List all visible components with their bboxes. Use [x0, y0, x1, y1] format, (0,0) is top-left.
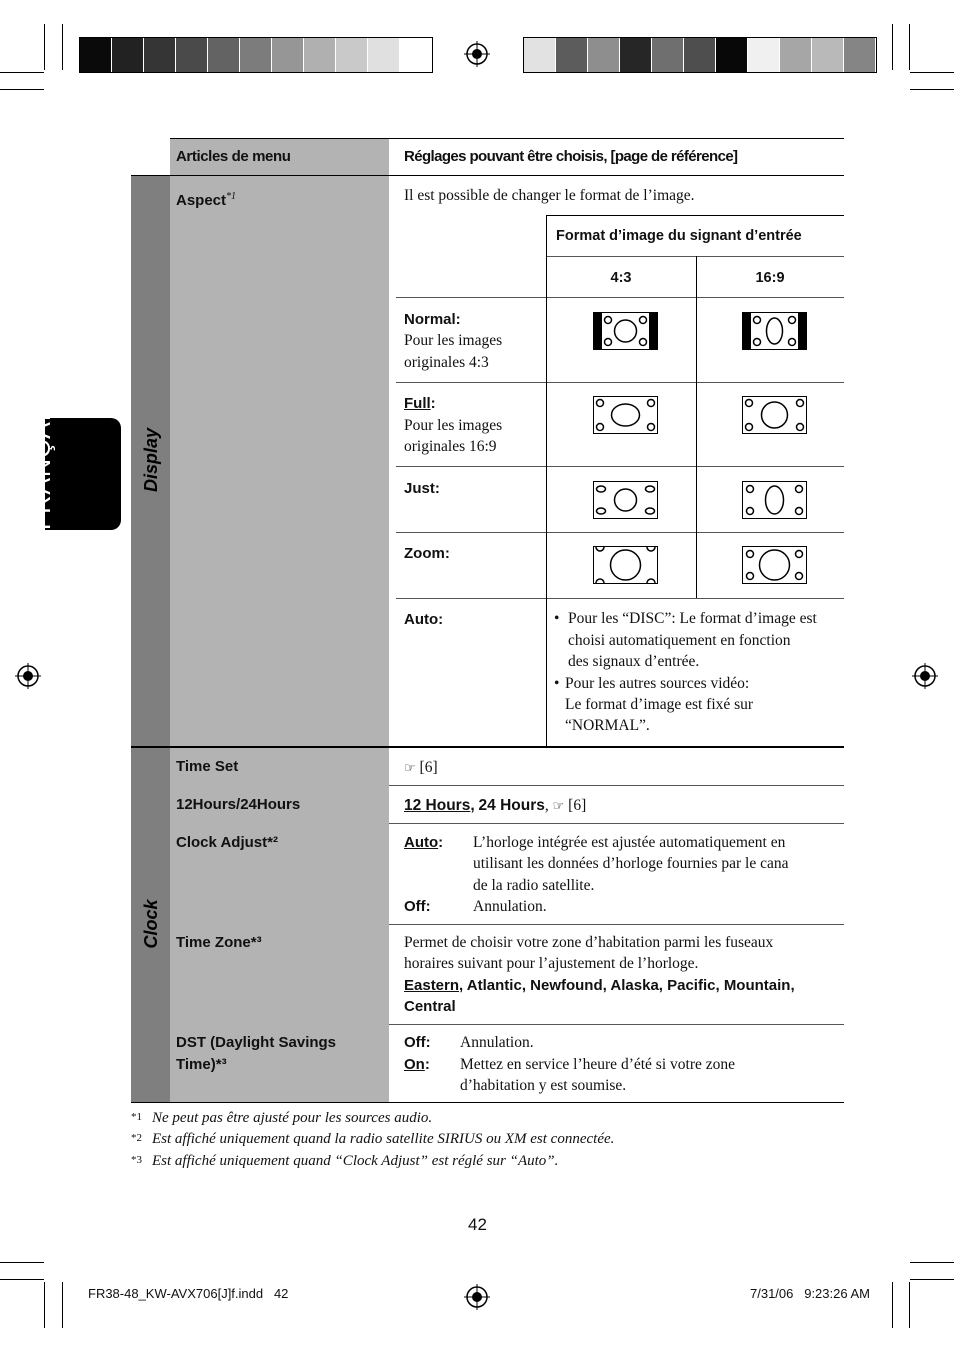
dst-item-line1: DST (Daylight Savings	[176, 1034, 337, 1051]
registration-mark-icon	[911, 662, 939, 690]
footnote-2: Est affiché uniquement quand la radio satellite SIRIUS ou XM est connectée.	[152, 1131, 615, 1147]
color-swatch	[620, 38, 652, 72]
hours-options: 12 Hours, 24 Hours, ☞ [6]	[404, 797, 587, 814]
color-swatch	[812, 38, 844, 72]
mode-just-label: Just:	[404, 480, 440, 497]
language-tab-label: FRANÇAIS	[28, 395, 56, 530]
col-4-3: 4:3	[610, 270, 632, 286]
auto-bullet-2-line1: Pour les autres sources vidéo:	[565, 675, 750, 692]
color-swatch	[208, 38, 240, 72]
color-swatch	[240, 38, 272, 72]
zoom-4-3-icon	[593, 546, 658, 584]
color-swatch	[112, 38, 144, 72]
clock-section-label: Clock	[141, 899, 161, 949]
color-swatch	[304, 38, 336, 72]
auto-bullet-2-line2: Le format d’image est fixé sur	[565, 696, 754, 713]
time-zone-line1: Permet de choisir votre zone d’habitation parmi les fuseaux	[404, 934, 774, 951]
dst-off-label: Off:	[404, 1034, 431, 1051]
mode-normal-label: Normal:	[404, 311, 461, 328]
zoom-16-9-icon	[742, 546, 807, 584]
just-16-9-icon	[742, 481, 807, 519]
header-menu-items: Articles de menu	[176, 148, 291, 165]
dst-on-line2: d’habitation y est soumise.	[460, 1077, 627, 1094]
color-bar-left	[79, 37, 433, 73]
mode-normal-desc-1: Pour les images	[404, 332, 503, 349]
color-swatch	[176, 38, 208, 72]
footnote-3: Est affiché uniquement quand “Clock Adjust” est réglé sur “Auto”.	[152, 1153, 559, 1169]
color-swatch	[652, 38, 684, 72]
color-swatch	[144, 38, 176, 72]
menu-column-bg	[170, 138, 389, 1103]
color-swatch	[272, 38, 304, 72]
dst-on-line1: Mettez en service l’heure d’été si votre zone	[460, 1056, 735, 1073]
registration-mark-icon	[463, 40, 491, 68]
color-swatch	[716, 38, 748, 72]
clock-adjust-auto-line2: utilisant les données d’horloge fournies par le cana	[473, 855, 789, 872]
time-set-item: Time Set	[176, 758, 239, 775]
mode-normal-desc-2: originales 4:3	[404, 354, 489, 371]
color-swatch	[400, 38, 432, 72]
time-zone-options-2: Central	[404, 998, 456, 1015]
slug-date: 7/31/06 9:23:26 AM	[750, 1286, 870, 1301]
color-swatch	[780, 38, 812, 72]
auto-bullet-1-line1: Pour les “DISC”: Le format d’image est	[568, 610, 817, 627]
normal-16-9-icon	[742, 312, 807, 350]
auto-bullet-2: •	[554, 675, 560, 692]
display-section-label: Display	[141, 427, 161, 493]
page-number: 42	[468, 1215, 487, 1234]
clock-adjust-off-text: Annulation.	[473, 898, 547, 915]
color-swatch	[368, 38, 400, 72]
dst-off-text: Annulation.	[460, 1034, 534, 1051]
clock-adjust-off-label: Off:	[404, 898, 431, 915]
auto-bullet-2-line3: “NORMAL”.	[565, 717, 650, 734]
footnote-mark: *3	[131, 1154, 142, 1166]
mode-full-desc-1: Pour les images	[404, 417, 503, 434]
clock-adjust-auto-line3: de la radio satellite.	[473, 877, 595, 894]
auto-bullet-1-line3: des signaux d’entrée.	[568, 653, 700, 670]
header-settings: Réglages pouvant être choisis, [page de référence]	[404, 148, 738, 165]
footnote-mark: *2	[131, 1132, 142, 1144]
color-swatch	[336, 38, 368, 72]
clock-adjust-auto-line1: L’horloge intégrée est ajustée automatiquement en	[473, 834, 786, 851]
slug-file: FR38-48_KW-AVX706[J]f.indd 42	[88, 1286, 289, 1301]
col-16-9: 16:9	[755, 270, 785, 286]
color-swatch	[556, 38, 588, 72]
hours-item: 12Hours/24Hours	[176, 796, 301, 813]
clock-adjust-auto-label: Auto:	[404, 834, 444, 851]
dst-on-label: On:	[404, 1056, 430, 1073]
aspect-description: Il est possible de changer le format de l’image.	[404, 187, 695, 204]
registration-mark-icon	[463, 1283, 491, 1311]
time-zone-line2: horaires suivant pour l’ajustement de l’horloge.	[404, 955, 699, 972]
time-zone-item: Time Zone*³	[176, 934, 262, 951]
hand-pointer-icon: ☞	[552, 799, 565, 814]
hand-pointer-icon: ☞	[404, 761, 416, 776]
time-zone-options: Eastern, Atlantic, Newfound, Alaska, Pacific, Mountain,	[404, 977, 795, 994]
mode-auto-label: Auto:	[404, 611, 444, 628]
color-swatch	[684, 38, 716, 72]
mode-full-label: Full:	[404, 395, 436, 412]
just-4-3-icon	[593, 481, 658, 519]
normal-4-3-icon	[593, 312, 658, 350]
auto-bullet-1-line2: choisi automatiquement en fonction	[568, 632, 791, 649]
time-set-ref: ☞ [6]	[404, 759, 438, 776]
mode-zoom-label: Zoom:	[404, 545, 450, 562]
color-swatch	[844, 38, 876, 72]
color-swatch	[588, 38, 620, 72]
color-bar-right	[523, 37, 877, 73]
auto-bullet-1: •	[554, 610, 560, 627]
dst-item-line2: Time)*³	[176, 1056, 227, 1073]
color-swatch	[748, 38, 780, 72]
footnote-1: Ne peut pas être ajusté pour les sources audio.	[152, 1110, 433, 1126]
clock-adjust-item: Clock Adjust*²	[176, 834, 278, 851]
registration-mark-icon	[14, 662, 42, 690]
full-4-3-icon	[593, 396, 658, 434]
full-16-9-icon	[742, 396, 807, 434]
aspect-item: Aspect$^{*1}$	[176, 191, 237, 209]
mode-full-desc-2: originales 16:9	[404, 438, 497, 455]
format-header: Format d’image du signant d’entrée	[556, 228, 802, 244]
color-swatch	[80, 38, 112, 72]
footnote-mark: *1	[131, 1111, 142, 1123]
color-swatch	[524, 38, 556, 72]
